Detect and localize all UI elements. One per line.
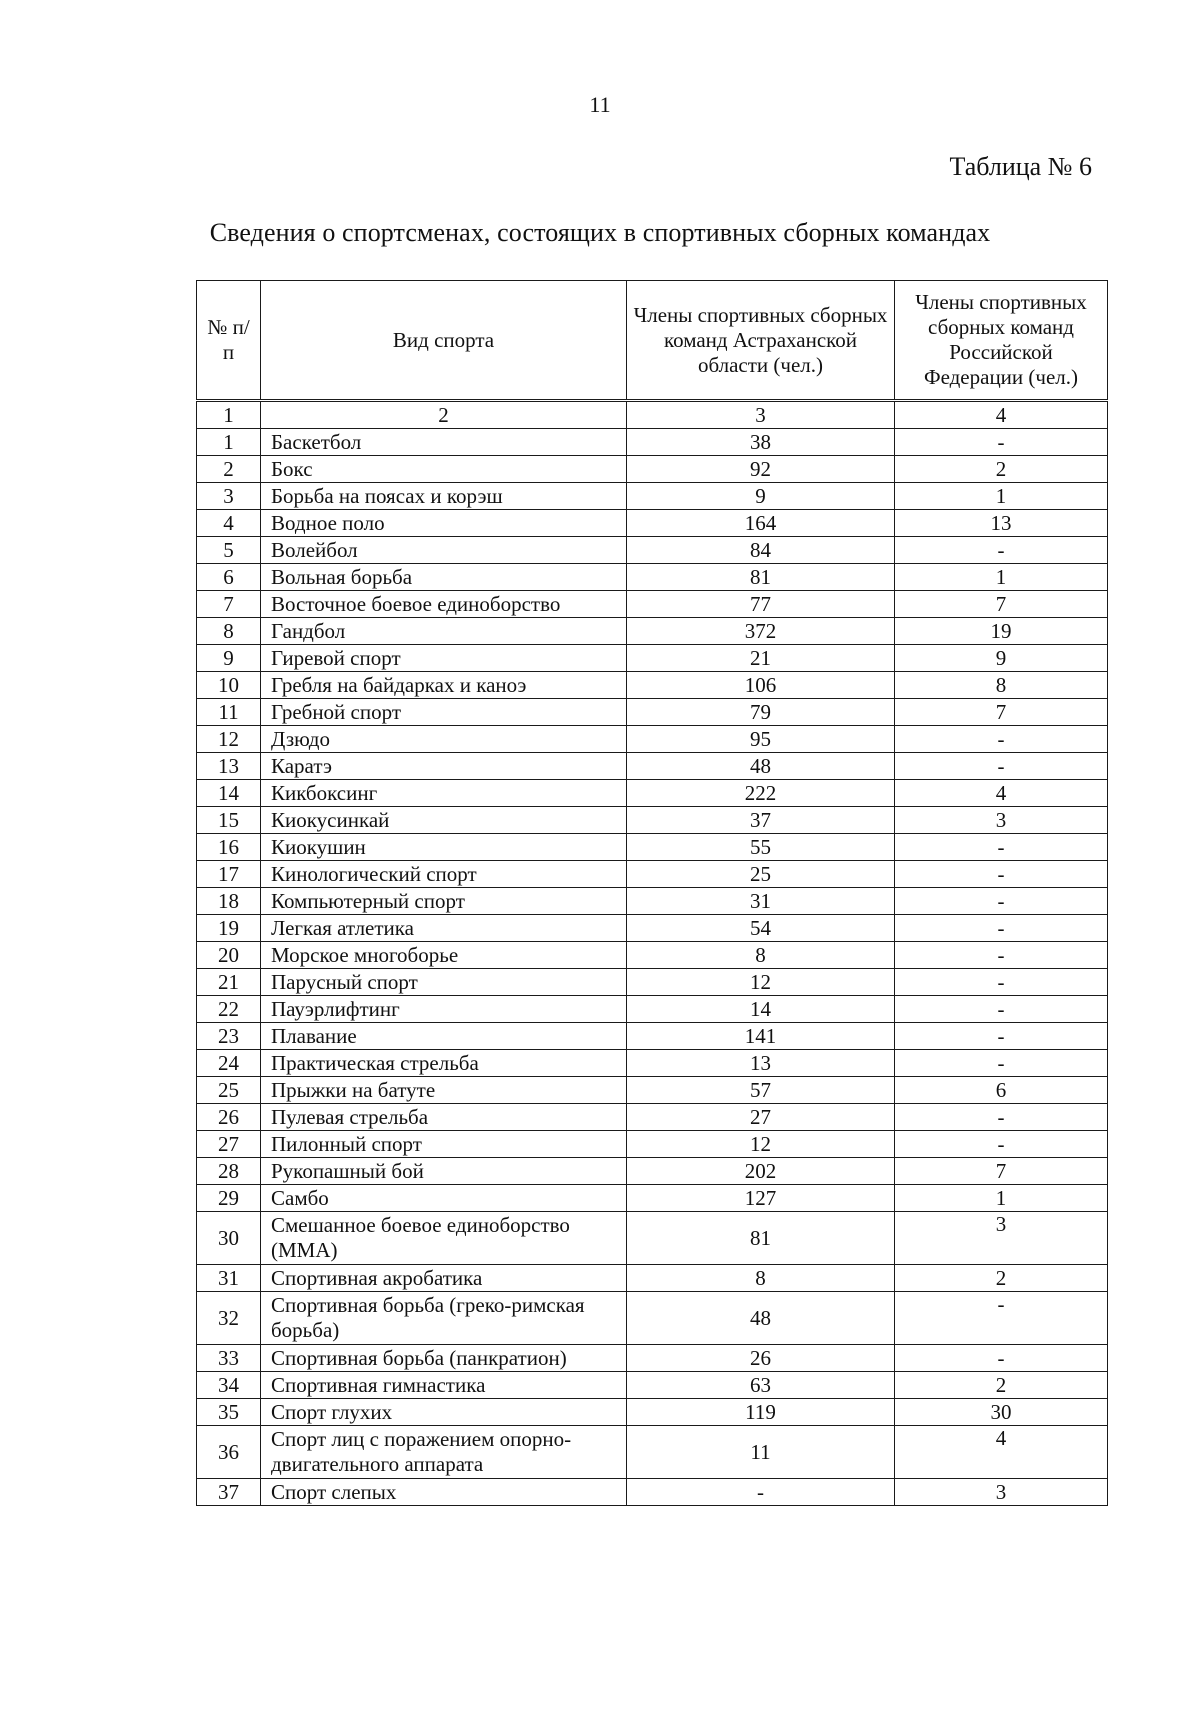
row-number-cell: 17	[197, 861, 261, 888]
federal-count-cell: 2	[895, 456, 1108, 483]
sport-name-cell: Киокушин	[261, 834, 627, 861]
sport-name-cell: Пулевая стрельба	[261, 1104, 627, 1131]
sport-name-cell: Гиревой спорт	[261, 645, 627, 672]
regional-count-cell: 27	[627, 1104, 895, 1131]
sport-name-cell: Самбо	[261, 1185, 627, 1212]
table-row	[197, 645, 1108, 672]
table-row	[197, 942, 1108, 969]
row-number-cell: 13	[197, 753, 261, 780]
table-row	[197, 1292, 1108, 1345]
sport-name-cell: Киокусинкай	[261, 807, 627, 834]
row-number-cell: 11	[197, 699, 261, 726]
column-number-row	[197, 401, 1108, 429]
sport-name-cell: Спортивная борьба (панкратион)	[261, 1345, 627, 1372]
regional-count-cell: 54	[627, 915, 895, 942]
sport-name-cell: Баскетбол	[261, 429, 627, 456]
federal-count-cell: 1	[895, 1185, 1108, 1212]
column-number: 2	[261, 401, 627, 429]
sport-name-cell: Вольная борьба	[261, 564, 627, 591]
federal-count-cell: -	[895, 726, 1108, 753]
row-number-cell: 15	[197, 807, 261, 834]
regional-count-cell: 81	[627, 564, 895, 591]
sport-name-cell: Легкая атлетика	[261, 915, 627, 942]
row-number-cell: 21	[197, 969, 261, 996]
column-number: 4	[895, 401, 1108, 429]
table-row	[197, 807, 1108, 834]
regional-count-cell: 57	[627, 1077, 895, 1104]
sport-name-cell: Дзюдо	[261, 726, 627, 753]
sport-name-cell: Морское многоборье	[261, 942, 627, 969]
row-number-cell: 16	[197, 834, 261, 861]
regional-count-cell: 13	[627, 1050, 895, 1077]
page-title: Сведения о спортсменах, состоящих в спортивных сборных командах	[209, 218, 991, 247]
row-number-cell: 6	[197, 564, 261, 591]
table-row	[197, 1212, 1108, 1265]
row-number-cell: 20	[197, 942, 261, 969]
regional-count-cell: 372	[627, 618, 895, 645]
federal-count-cell: -	[895, 1104, 1108, 1131]
column-number: 1	[197, 401, 261, 429]
header-federal-members: Члены спортивных сборных команд Российской Федерации (чел.)	[895, 281, 1108, 401]
sport-name-cell: Плавание	[261, 1023, 627, 1050]
row-number-cell: 5	[197, 537, 261, 564]
row-number-cell: 9	[197, 645, 261, 672]
table-row	[197, 537, 1108, 564]
federal-count-cell: -	[895, 1345, 1108, 1372]
row-number-cell: 30	[197, 1212, 261, 1265]
table-row	[197, 753, 1108, 780]
federal-count-cell: -	[895, 861, 1108, 888]
table-row	[197, 996, 1108, 1023]
federal-count-cell: 30	[895, 1399, 1108, 1426]
federal-count-cell: 2	[895, 1265, 1108, 1292]
row-number-cell: 27	[197, 1131, 261, 1158]
sport-name-cell: Кинологический спорт	[261, 861, 627, 888]
table-row	[197, 888, 1108, 915]
table-row	[197, 699, 1108, 726]
sport-name-cell: Рукопашный бой	[261, 1158, 627, 1185]
sport-name-cell: Практическая стрельба	[261, 1050, 627, 1077]
row-number-cell: 33	[197, 1345, 261, 1372]
sport-name-cell: Пауэрлифтинг	[261, 996, 627, 1023]
federal-count-cell: -	[895, 753, 1108, 780]
federal-count-cell: -	[895, 1131, 1108, 1158]
regional-count-cell: 106	[627, 672, 895, 699]
regional-count-cell: 202	[627, 1158, 895, 1185]
federal-count-cell: 7	[895, 699, 1108, 726]
table-row	[197, 1077, 1108, 1104]
row-number-cell: 34	[197, 1372, 261, 1399]
page-number: 11	[589, 92, 611, 117]
table-row	[197, 1399, 1108, 1426]
sport-name-cell: Водное поло	[261, 510, 627, 537]
regional-count-cell: 8	[627, 1265, 895, 1292]
table-header-row	[197, 281, 1108, 401]
sport-name-cell: Гандбол	[261, 618, 627, 645]
regional-count-cell: 95	[627, 726, 895, 753]
sport-name-cell: Бокс	[261, 456, 627, 483]
federal-count-cell: -	[895, 1023, 1108, 1050]
sport-name-cell: Гребля на байдарках и каноэ	[261, 672, 627, 699]
row-number-cell: 1	[197, 429, 261, 456]
federal-count-cell: 7	[895, 591, 1108, 618]
regional-count-cell: 222	[627, 780, 895, 807]
regional-count-cell: 9	[627, 483, 895, 510]
sport-name-cell: Каратэ	[261, 753, 627, 780]
sport-name-cell: Спортивная борьба (греко-римская борьба)	[261, 1292, 627, 1345]
table-body	[197, 429, 1108, 1506]
row-number-cell: 24	[197, 1050, 261, 1077]
regional-count-cell: 12	[627, 1131, 895, 1158]
federal-count-cell: -	[895, 996, 1108, 1023]
regional-count-cell: 12	[627, 969, 895, 996]
table-row	[197, 861, 1108, 888]
table-row	[197, 483, 1108, 510]
federal-count-cell: -	[895, 1292, 1108, 1345]
header-regional-members: Члены спортивных сборных команд Астраханской области (чел.)	[627, 281, 895, 401]
row-number-cell: 19	[197, 915, 261, 942]
table-row	[197, 1479, 1108, 1506]
regional-count-cell: 14	[627, 996, 895, 1023]
table-row	[197, 456, 1108, 483]
row-number-cell: 3	[197, 483, 261, 510]
header-sport: Вид спорта	[261, 281, 627, 401]
table-row	[197, 672, 1108, 699]
table-row	[197, 915, 1108, 942]
regional-count-cell: 48	[627, 1292, 895, 1345]
row-number-cell: 37	[197, 1479, 261, 1506]
federal-count-cell: 3	[895, 807, 1108, 834]
sport-name-cell: Спорт лиц с поражением опорно-двигательного аппарата	[261, 1426, 627, 1479]
sport-name-cell: Прыжки на батуте	[261, 1077, 627, 1104]
regional-count-cell: 31	[627, 888, 895, 915]
regional-count-cell: 37	[627, 807, 895, 834]
federal-count-cell: -	[895, 888, 1108, 915]
regional-count-cell: 8	[627, 942, 895, 969]
table-row	[197, 1050, 1108, 1077]
regional-count-cell: 84	[627, 537, 895, 564]
column-number: 3	[627, 401, 895, 429]
row-number-cell: 12	[197, 726, 261, 753]
table-row	[197, 1023, 1108, 1050]
table-row	[197, 1104, 1108, 1131]
federal-count-cell: 4	[895, 780, 1108, 807]
federal-count-cell: 7	[895, 1158, 1108, 1185]
regional-count-cell: 26	[627, 1345, 895, 1372]
federal-count-cell: -	[895, 1050, 1108, 1077]
sport-name-cell: Спортивная акробатика	[261, 1265, 627, 1292]
federal-count-cell: 2	[895, 1372, 1108, 1399]
federal-count-cell: -	[895, 834, 1108, 861]
table-row	[197, 969, 1108, 996]
sport-name-cell: Борьба на поясах и корэш	[261, 483, 627, 510]
sport-name-cell: Гребной спорт	[261, 699, 627, 726]
regional-count-cell: 81	[627, 1212, 895, 1265]
row-number-cell: 36	[197, 1426, 261, 1479]
sport-name-cell: Спорт глухих	[261, 1399, 627, 1426]
table-row	[197, 591, 1108, 618]
regional-count-cell: -	[627, 1479, 895, 1506]
sport-name-cell: Смешанное боевое единоборство (ММА)	[261, 1212, 627, 1265]
sport-name-cell: Спортивная гимнастика	[261, 1372, 627, 1399]
regional-count-cell: 79	[627, 699, 895, 726]
sport-name-cell: Парусный спорт	[261, 969, 627, 996]
regional-count-cell: 92	[627, 456, 895, 483]
row-number-cell: 29	[197, 1185, 261, 1212]
row-number-cell: 25	[197, 1077, 261, 1104]
regional-count-cell: 48	[627, 753, 895, 780]
regional-count-cell: 55	[627, 834, 895, 861]
row-number-cell: 8	[197, 618, 261, 645]
sport-name-cell: Волейбол	[261, 537, 627, 564]
row-number-cell: 22	[197, 996, 261, 1023]
row-number-cell: 31	[197, 1265, 261, 1292]
federal-count-cell: 3	[895, 1212, 1108, 1265]
federal-count-cell: 8	[895, 672, 1108, 699]
row-number-cell: 14	[197, 780, 261, 807]
sport-name-cell: Кикбоксинг	[261, 780, 627, 807]
regional-count-cell: 119	[627, 1399, 895, 1426]
row-number-cell: 7	[197, 591, 261, 618]
regional-count-cell: 127	[627, 1185, 895, 1212]
row-number-cell: 26	[197, 1104, 261, 1131]
row-number-cell: 28	[197, 1158, 261, 1185]
sport-name-cell: Компьютерный спорт	[261, 888, 627, 915]
regional-count-cell: 164	[627, 510, 895, 537]
regional-count-cell: 25	[627, 861, 895, 888]
federal-count-cell: -	[895, 537, 1108, 564]
federal-count-cell: 13	[895, 510, 1108, 537]
table-row	[197, 1158, 1108, 1185]
table-row	[197, 618, 1108, 645]
sport-name-cell: Восточное боевое единоборство	[261, 591, 627, 618]
table-row	[197, 1426, 1108, 1479]
sport-name-cell: Спорт слепых	[261, 1479, 627, 1506]
federal-count-cell: 1	[895, 564, 1108, 591]
table-row	[197, 510, 1108, 537]
row-number-cell: 10	[197, 672, 261, 699]
table-label: Таблица № 6	[949, 152, 1092, 181]
header-number: № п/п	[197, 281, 261, 401]
row-number-cell: 4	[197, 510, 261, 537]
federal-count-cell: -	[895, 942, 1108, 969]
sports-table-container	[196, 280, 1107, 1506]
federal-count-cell: 6	[895, 1077, 1108, 1104]
row-number-cell: 35	[197, 1399, 261, 1426]
sport-name-cell: Пилонный спорт	[261, 1131, 627, 1158]
row-number-cell: 2	[197, 456, 261, 483]
table-row	[197, 564, 1108, 591]
federal-count-cell: 19	[895, 618, 1108, 645]
federal-count-cell: 1	[895, 483, 1108, 510]
federal-count-cell: 9	[895, 645, 1108, 672]
row-number-cell: 23	[197, 1023, 261, 1050]
table-row	[197, 1265, 1108, 1292]
table-row	[197, 1185, 1108, 1212]
federal-count-cell: 4	[895, 1426, 1108, 1479]
regional-count-cell: 63	[627, 1372, 895, 1399]
federal-count-cell: 3	[895, 1479, 1108, 1506]
regional-count-cell: 38	[627, 429, 895, 456]
table-row	[197, 834, 1108, 861]
table-row	[197, 1131, 1108, 1158]
table-row	[197, 726, 1108, 753]
regional-count-cell: 77	[627, 591, 895, 618]
federal-count-cell: -	[895, 915, 1108, 942]
table-row	[197, 429, 1108, 456]
sports-table	[196, 280, 1108, 1506]
regional-count-cell: 11	[627, 1426, 895, 1479]
row-number-cell: 18	[197, 888, 261, 915]
row-number-cell: 32	[197, 1292, 261, 1345]
regional-count-cell: 21	[627, 645, 895, 672]
federal-count-cell: -	[895, 429, 1108, 456]
federal-count-cell: -	[895, 969, 1108, 996]
table-row	[197, 780, 1108, 807]
table-row	[197, 1372, 1108, 1399]
regional-count-cell: 141	[627, 1023, 895, 1050]
table-row	[197, 1345, 1108, 1372]
